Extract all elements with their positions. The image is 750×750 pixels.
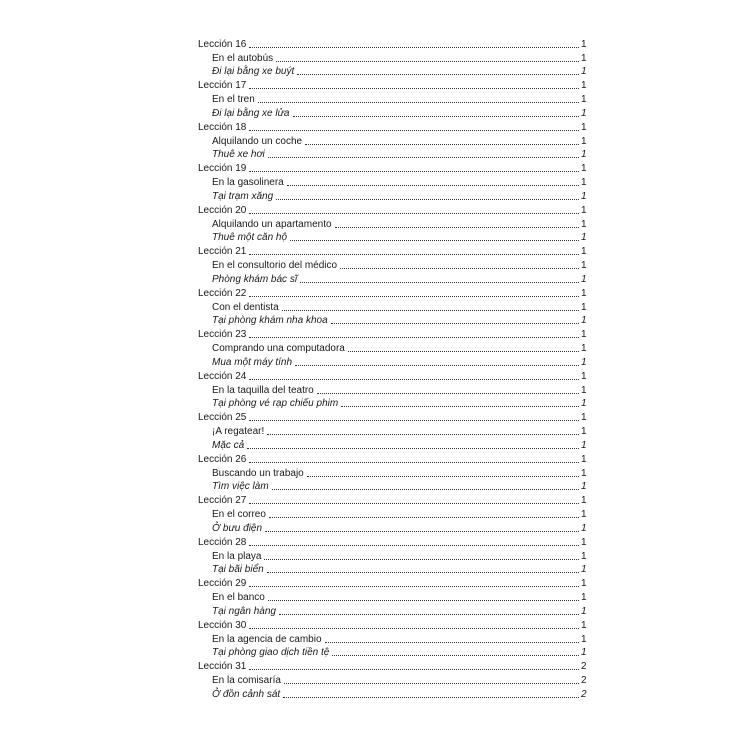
lesson-title [198,535,586,549]
lesson-title-text: Lección 24 [198,370,247,382]
lesson-topic-spanish [198,466,586,480]
dot-leader [297,74,579,75]
lesson-title [198,162,586,176]
toc-lesson-entry [198,369,586,411]
page-number: 1 [581,66,587,78]
page-number: 1 [581,578,587,590]
lesson-title-text: Lección 26 [198,453,247,465]
page-number: 1 [581,495,587,507]
page-number: 1 [581,273,587,285]
lesson-topic-vietnamese [198,231,586,245]
page-number: 1 [581,550,587,562]
lesson-title [198,286,586,300]
lesson-topic-vietnamese [198,397,586,411]
page-number: 1 [581,149,587,161]
page-number: 1 [581,439,587,451]
dot-leader [249,171,579,172]
dot-leader [258,102,579,103]
dot-leader [249,47,579,48]
lesson-topic-spanish [198,175,586,189]
lesson-topic-spanish-text: En la gasolinera [212,177,284,189]
lesson-topic-spanish-text: Con el dentista [212,301,279,313]
dot-leader [249,254,579,255]
lesson-title [198,452,586,466]
lesson-topic-spanish [198,258,586,272]
page-number: 1 [581,592,587,604]
lesson-topic-vietnamese [198,480,586,494]
lesson-title [198,203,586,217]
lesson-topic-spanish-text: En el consultorio del médico [212,260,338,272]
page-number: 1 [581,260,587,272]
dot-leader [249,420,579,421]
dot-leader [267,434,579,435]
page-number: 1 [581,135,587,147]
lesson-topic-vietnamese [198,65,586,79]
dot-leader [290,240,579,241]
lesson-topic-vietnamese [198,106,586,120]
lesson-topic-vietnamese-text: Ở đồn cảnh sát [212,688,281,700]
page-number: 1 [581,522,587,534]
dot-leader [249,337,579,338]
lesson-topic-spanish-text: En el autobús [212,52,274,64]
lesson-topic-vietnamese [198,438,586,452]
lesson-topic-spanish-text: En la playa [212,550,262,562]
toc-lesson-entry [198,120,586,162]
page-number: 1 [581,80,587,92]
lesson-topic-spanish-text: Alquilando un coche [212,135,303,147]
lesson-topic-vietnamese-text: Tại phòng vé rạp chiếu phim [212,398,339,410]
dot-leader [317,393,579,394]
lesson-topic-vietnamese-text: Tại phòng giao dịch tiền tệ [212,647,330,659]
page-number: 1 [581,218,587,230]
toc-lesson-entry [198,328,586,370]
page-number: 1 [581,509,587,521]
page-number: 1 [581,107,587,119]
dot-leader [249,213,579,214]
dot-leader [305,144,579,145]
lesson-title [198,245,586,259]
lesson-title-text: Lección 21 [198,246,247,258]
dot-leader [284,683,579,684]
dot-leader [276,199,579,200]
page-number: 1 [581,287,587,299]
toc-lesson-entry [198,37,586,79]
lesson-topic-spanish-text: En el tren [212,94,255,106]
toc-lesson-entry [198,577,586,619]
lesson-topic-vietnamese-text: Đi lại bằng xe lửa [212,107,290,119]
dot-leader [247,448,579,449]
dot-leader [249,503,579,504]
lesson-topic-vietnamese [198,687,586,701]
lesson-topic-spanish-text: En la comisaría [212,675,281,687]
lesson-topic-vietnamese-text: Phòng khám bác sĩ [212,273,298,285]
lesson-title [198,328,586,342]
lesson-topic-spanish-text: En la agencia de cambio [212,633,322,645]
page-number: 1 [581,52,587,64]
toc-lesson-entry [198,411,586,453]
page-number: 1 [581,605,587,617]
page-number: 1 [581,564,587,576]
lesson-topic-vietnamese [198,563,586,577]
page-number: 1 [581,38,587,50]
lesson-title [198,577,586,591]
lesson-topic-vietnamese-text: Tại bãi biển [212,564,264,576]
lesson-topic-spanish-text: Comprando una computadora [212,343,345,355]
lesson-topic-vietnamese-text: Tìm việc làm [212,481,269,493]
dot-leader [249,88,579,89]
page-number: 1 [581,633,587,645]
dot-leader [300,282,579,283]
page-number: 1 [581,343,587,355]
table-of-contents [198,37,586,701]
dot-leader [272,489,579,490]
lesson-title [198,411,586,425]
lesson-topic-vietnamese [198,604,586,618]
lesson-title [198,120,586,134]
lesson-title-text: Lección 22 [198,287,247,299]
page-number: 1 [581,647,587,659]
lesson-title [198,494,586,508]
dot-leader [282,310,579,311]
dot-leader [269,517,579,518]
lesson-topic-vietnamese-text: Tại ngân hàng [212,605,276,617]
lesson-topic-vietnamese [198,521,586,535]
toc-lesson-entry [198,79,586,121]
lesson-title-text: Lección 20 [198,204,247,216]
lesson-title-text: Lección 17 [198,80,247,92]
lesson-topic-vietnamese [198,148,586,162]
page-number: 1 [581,370,587,382]
dot-leader [348,351,579,352]
page-number: 1 [581,426,587,438]
lesson-title-text: Lección 19 [198,163,247,175]
page-number: 1 [581,94,587,106]
dot-leader [265,531,579,532]
page-number: 2 [581,688,587,700]
page-number: 2 [581,675,587,687]
lesson-topic-vietnamese [198,189,586,203]
lesson-title [198,660,586,674]
dot-leader [268,600,579,601]
toc-lesson-entry [198,203,586,245]
page-number: 1 [581,204,587,216]
lesson-topic-spanish [198,300,586,314]
lesson-topic-spanish [198,217,586,231]
page-number: 1 [581,356,587,368]
dot-leader [249,296,579,297]
dot-leader [332,655,579,656]
dot-leader [249,130,579,131]
lesson-topic-spanish [198,424,586,438]
page-number: 1 [581,467,587,479]
toc-lesson-entry [198,660,586,702]
lesson-topic-spanish-text: En la taquilla del teatro [212,384,314,396]
dot-leader [249,586,579,587]
page-number: 1 [581,301,587,313]
lesson-title-text: Lección 25 [198,412,247,424]
page-number: 1 [581,190,587,202]
page-number: 1 [581,329,587,341]
page-number: 2 [581,661,587,673]
lesson-topic-vietnamese [198,272,586,286]
lesson-topic-vietnamese-text: Ở bưu điện [212,522,263,534]
page-number: 1 [581,619,587,631]
lesson-topic-spanish [198,341,586,355]
lesson-topic-vietnamese-text: Mua một máy tính [212,356,293,368]
lesson-title-text: Lección 23 [198,329,247,341]
toc-lesson-entry [198,286,586,328]
dot-leader [293,116,580,117]
lesson-topic-spanish [198,383,586,397]
lesson-topic-vietnamese-text: Đi lại bằng xe buýt [212,66,295,78]
lesson-topic-vietnamese-text: Tại phòng khám nha khoa [212,315,328,327]
page-number: 1 [581,384,587,396]
toc-lesson-entry [198,245,586,287]
dot-leader [249,545,579,546]
lesson-title-text: Lección 28 [198,536,247,548]
lesson-topic-spanish-text: En el banco [212,592,265,604]
dot-leader [307,476,579,477]
lesson-topic-vietnamese [198,355,586,369]
lesson-topic-vietnamese-text: Tại trạm xăng [212,190,274,202]
page-number: 1 [581,163,587,175]
lesson-title-text: Lección 31 [198,661,247,673]
page-number: 1 [581,315,587,327]
toc-lesson-entry [198,162,586,204]
dot-leader [249,669,579,670]
lesson-title [198,618,586,632]
page-number: 1 [581,246,587,258]
lesson-title-text: Lección 29 [198,578,247,590]
lesson-topic-spanish-text: ¡A regatear! [212,426,265,438]
dot-leader [341,406,579,407]
page-number: 1 [581,536,587,548]
dot-leader [276,61,579,62]
lesson-topic-spanish [198,549,586,563]
lesson-title-text: Lección 18 [198,121,247,133]
lesson-topic-spanish [198,51,586,65]
page-number: 1 [581,481,587,493]
page-number: 1 [581,398,587,410]
lesson-topic-spanish [198,590,586,604]
dot-leader [249,462,579,463]
lesson-title-text: Lección 16 [198,38,247,50]
lesson-topic-vietnamese [198,314,586,328]
lesson-topic-vietnamese-text: Mặc cả [212,439,245,451]
lesson-title [198,369,586,383]
dot-leader [325,642,579,643]
lesson-title [198,79,586,93]
dot-leader [340,268,579,269]
lesson-topic-vietnamese [198,646,586,660]
page-number: 1 [581,121,587,133]
lesson-title-text: Lección 30 [198,619,247,631]
lesson-topic-vietnamese-text: Thuê một căn hộ [212,232,288,244]
lesson-topic-spanish-text: Buscando un trabajo [212,467,304,479]
lesson-topic-spanish-text: Alquilando un apartamento [212,218,332,230]
dot-leader [268,157,579,158]
dot-leader [279,614,579,615]
lesson-topic-spanish [198,134,586,148]
lesson-title-text: Lección 27 [198,495,247,507]
page-number: 1 [581,177,587,189]
dot-leader [283,697,579,698]
toc-lesson-entry [198,535,586,577]
page-number: 1 [581,453,587,465]
dot-leader [287,185,579,186]
dot-leader [249,628,579,629]
lesson-topic-vietnamese-text: Thuê xe hơi [212,149,265,161]
dot-leader [331,323,579,324]
dot-leader [295,365,579,366]
page-number: 1 [581,232,587,244]
lesson-topic-spanish [198,507,586,521]
toc-lesson-entry [198,494,586,536]
dot-leader [264,559,579,560]
toc-lesson-entry [198,452,586,494]
lesson-topic-spanish [198,673,586,687]
lesson-topic-spanish [198,632,586,646]
lesson-topic-spanish-text: En el correo [212,509,266,521]
dot-leader [267,572,579,573]
lesson-title [198,37,586,51]
toc-lesson-entry [198,618,586,660]
dot-leader [335,227,579,228]
lesson-topic-spanish [198,92,586,106]
page-number: 1 [581,412,587,424]
dot-leader [249,379,579,380]
